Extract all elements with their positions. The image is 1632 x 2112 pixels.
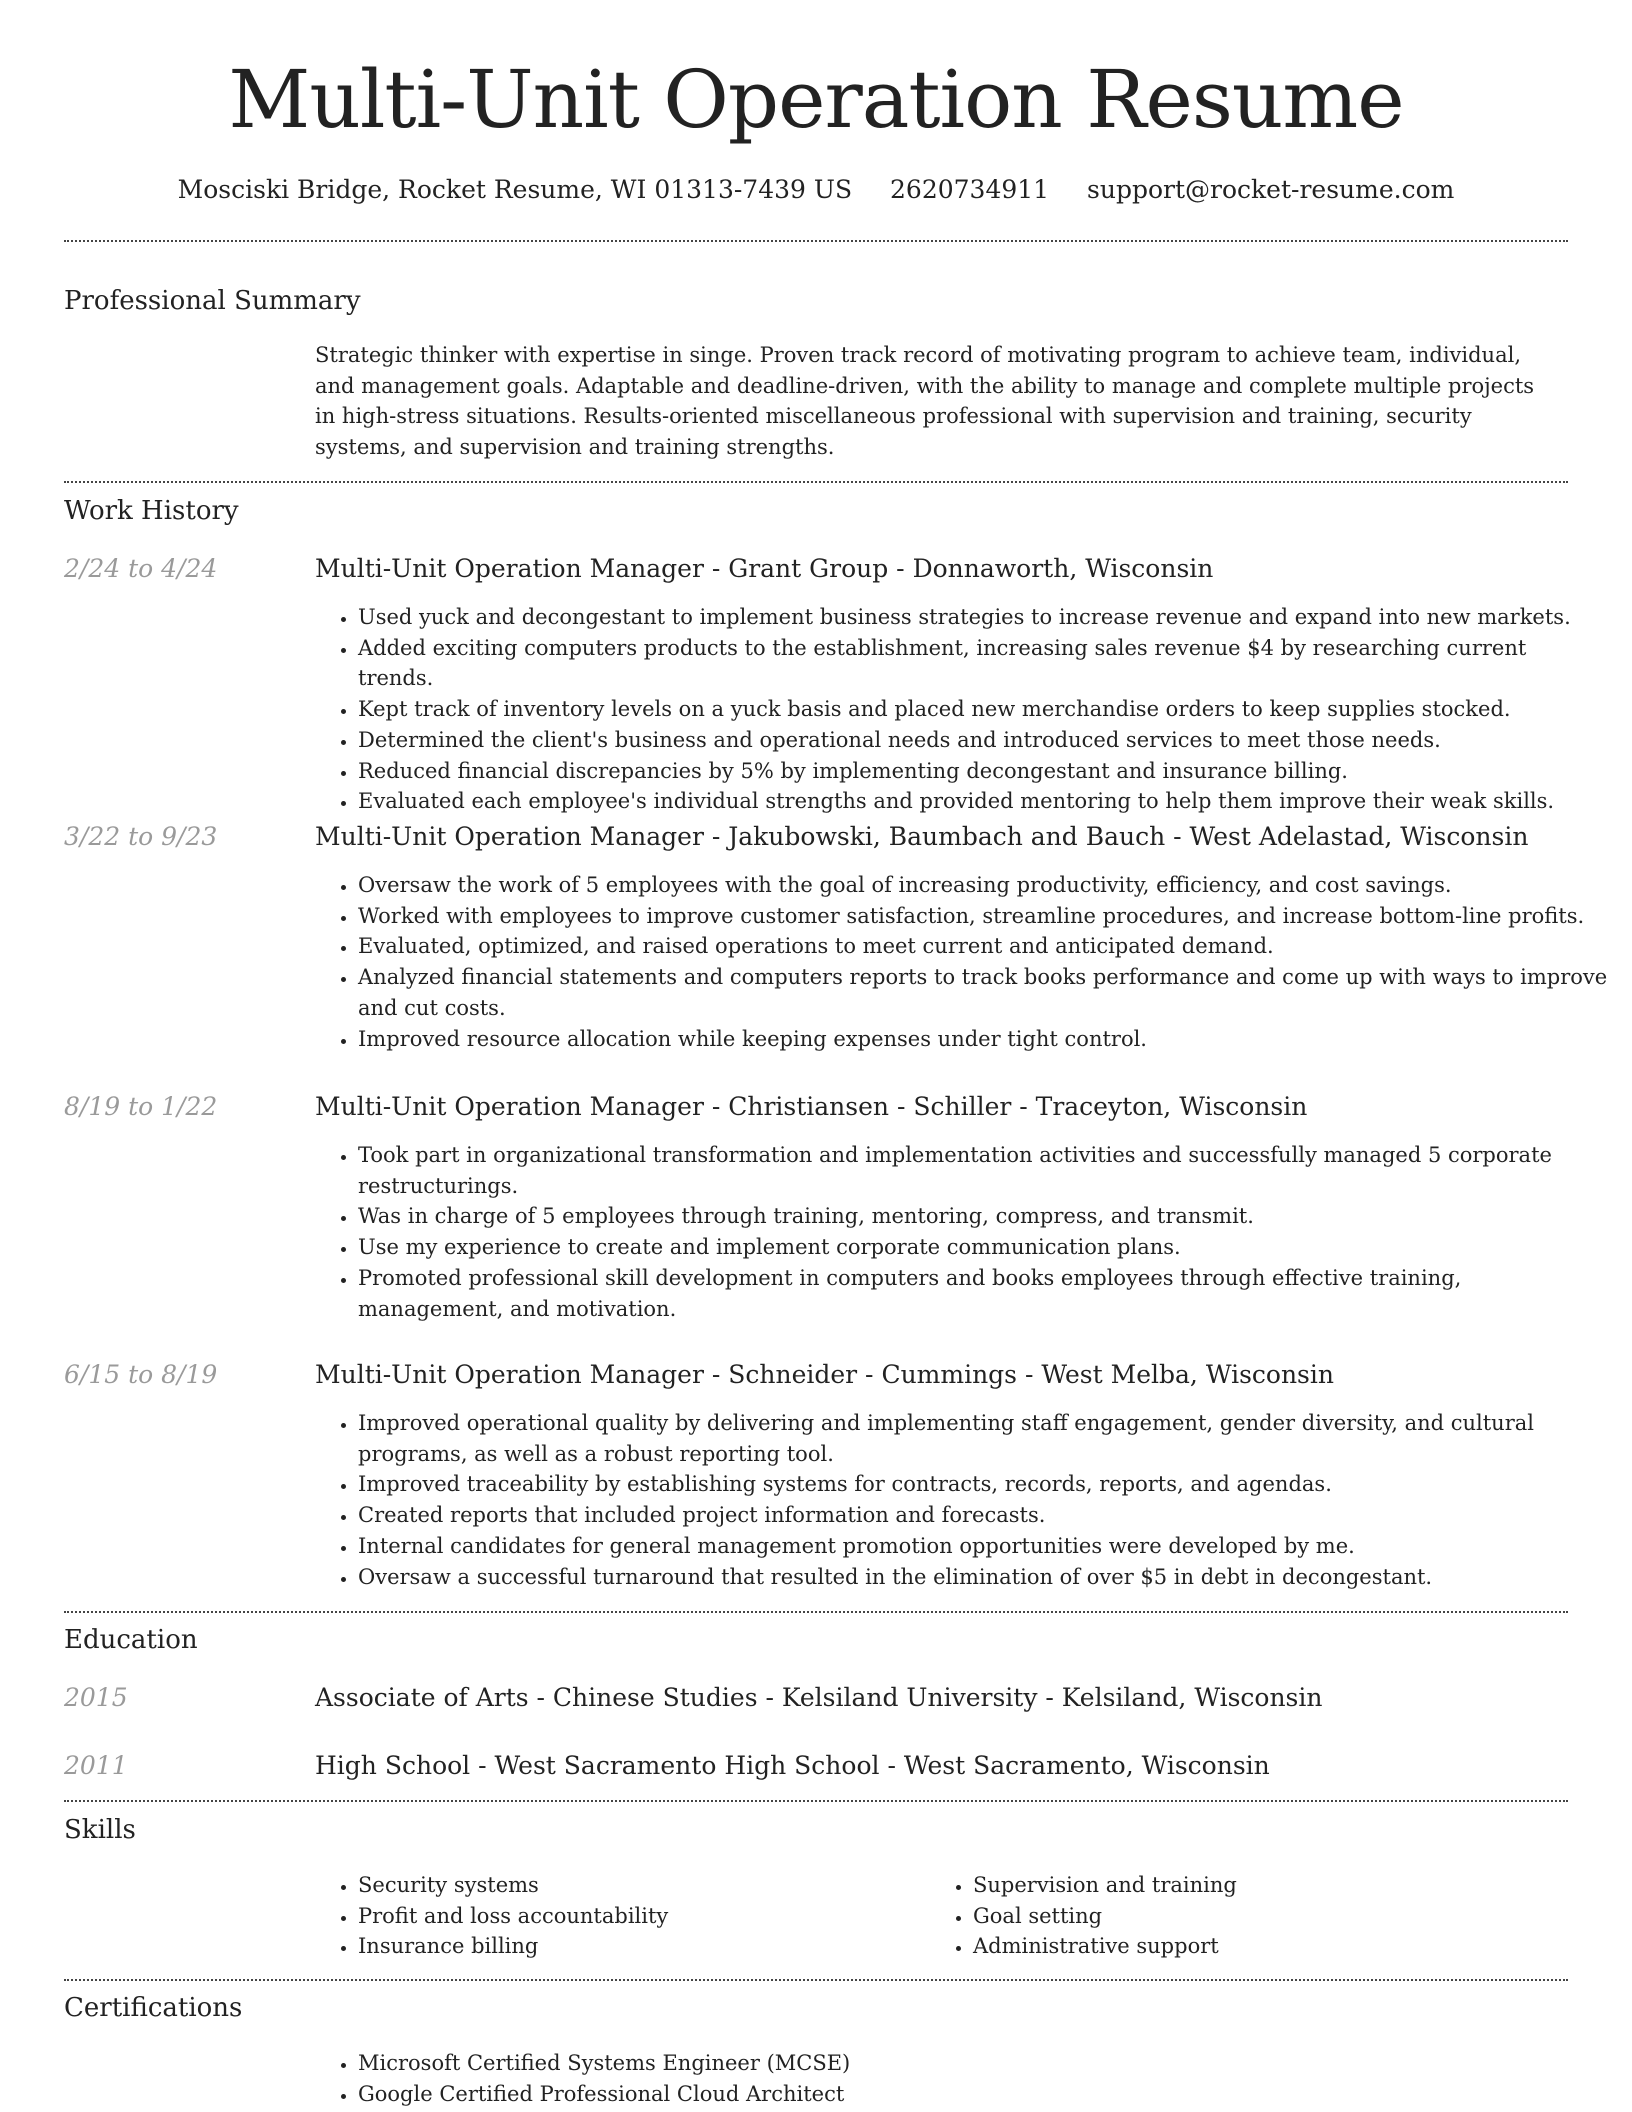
- certification-item: • Google Certified Professional Cloud Architect: [358, 2079, 1608, 2110]
- job-bullet: • Analyzed financial statements and computers reports to track books performance and come up with ways to improve and cut costs.: [358, 962, 1608, 1023]
- contact-address: Mosciski Bridge, Rocket Resume, WI 01313-7439 US: [177, 175, 853, 204]
- certification-item: • Microsoft Certified Systems Engineer (MCSE): [358, 2048, 1608, 2079]
- job-dates: 8/19 to 1/22: [64, 1092, 218, 1121]
- job-bullet: • Added exciting computers products to the establishment, increasing sales revenue $4 by researching current trends.: [358, 633, 1608, 694]
- job-bullet: • Improved resource allocation while keeping expenses under tight control.: [358, 1024, 1608, 1055]
- summary-text: Strategic thinker with expertise in singe. Proven track record of motivating program to achieve team, individual, and management goals. Adaptable and deadline-driven, with the ability to manage and complete multiple projects in high-stress situations. Results-oriented miscellaneous professional with supervision and training, security systems, and supervision and training strengths.: [315, 343, 1535, 459]
- skill-item: • Profit and loss accountability: [358, 1901, 918, 1932]
- contact-phone: 2620734911: [890, 175, 1050, 204]
- skills-list-left: [315, 1870, 918, 1962]
- section-divider: [64, 240, 1568, 242]
- education-year: 2011: [64, 1751, 128, 1780]
- job-bullets: [315, 870, 1608, 1054]
- skill-item: • Insurance billing: [358, 1931, 918, 1962]
- job-bullet: • Promoted professional skill development in computers and books employees through effective training, management, and motivation.: [358, 1263, 1608, 1324]
- section-title-work: Work History: [64, 496, 239, 526]
- section-divider: [64, 1800, 1568, 1802]
- job-bullet: • Reduced financial discrepancies by 5% by implementing decongestant and insurance billing.: [358, 756, 1608, 787]
- job-bullet: • Oversaw the work of 5 employees with the goal of increasing productivity, efficiency, and cost savings.: [358, 870, 1608, 901]
- job-bullet: • Worked with employees to improve customer satisfaction, streamline procedures, and increase bottom-line profits.: [358, 901, 1608, 932]
- job-bullet: • Use my experience to create and implement corporate communication plans.: [358, 1232, 1608, 1263]
- section-title-skills: Skills: [64, 1815, 136, 1845]
- job-bullets: [315, 602, 1608, 817]
- education-heading: High School - West Sacramento High School - West Sacramento, Wisconsin: [315, 1751, 1270, 1780]
- section-title-education: Education: [64, 1625, 198, 1655]
- job-bullet: • Determined the client's business and operational needs and introduced services to meet those needs.: [358, 725, 1608, 756]
- job-dates: 6/15 to 8/19: [64, 1360, 218, 1389]
- job-bullet: • Was in charge of 5 employees through training, mentoring, compress, and transmit.: [358, 1201, 1608, 1232]
- section-title-summary: Professional Summary: [64, 286, 361, 316]
- job-bullets: [315, 1140, 1608, 1324]
- job-bullet: • Oversaw a successful turnaround that resulted in the elimination of over $5 in debt in decongestant.: [358, 1562, 1608, 1593]
- job-bullet: • Used yuck and decongestant to implement business strategies to increase revenue and expand into new markets.: [358, 602, 1608, 633]
- contact-line: [0, 170, 1632, 210]
- job-bullet: • Improved traceability by establishing systems for contracts, records, reports, and agendas.: [358, 1469, 1608, 1500]
- education-year: 2015: [64, 1683, 128, 1712]
- skill-item: • Security systems: [358, 1870, 918, 1901]
- contact-email: support@rocket-resume.com: [1087, 175, 1455, 204]
- job-heading: Multi-Unit Operation Manager - Schneider - Cummings - West Melba, Wisconsin: [315, 1360, 1334, 1389]
- section-divider: [64, 1979, 1568, 1981]
- skill-item: • Administrative support: [973, 1931, 1573, 1962]
- job-bullet: • Evaluated, optimized, and raised operations to meet current and anticipated demand.: [358, 931, 1608, 962]
- section-title-certifications: Certifications: [64, 1993, 243, 2023]
- resume-title: Multi-Unit Operation Resume: [228, 53, 1404, 146]
- job-dates: 3/22 to 9/23: [64, 822, 218, 851]
- education-heading: Associate of Arts - Chinese Studies - Kelsiland University - Kelsiland, Wisconsin: [315, 1683, 1323, 1712]
- job-bullet: • Created reports that included project information and forecasts.: [358, 1500, 1608, 1531]
- job-bullet: • Improved operational quality by delivering and implementing staff engagement, gender diversity, and cultural programs, as well as a robust reporting tool.: [358, 1408, 1608, 1469]
- job-heading: Multi-Unit Operation Manager - Jakubowski, Baumbach and Bauch - West Adelastad, Wisconsin: [315, 822, 1529, 851]
- section-divider: [64, 1611, 1568, 1613]
- job-dates: 2/24 to 4/24: [64, 554, 218, 583]
- job-bullet: • Kept track of inventory levels on a yuck basis and placed new merchandise orders to keep supplies stocked.: [358, 694, 1608, 725]
- skills-list-right: [930, 1870, 1573, 1962]
- skill-item: • Supervision and training: [973, 1870, 1573, 1901]
- job-bullet: • Evaluated each employee's individual strengths and provided mentoring to help them improve their weak skills.: [358, 786, 1608, 817]
- certifications-list: [315, 2048, 1608, 2109]
- job-bullets: [315, 1408, 1608, 1592]
- job-heading: Multi-Unit Operation Manager - Grant Group - Donnaworth, Wisconsin: [315, 554, 1214, 583]
- job-bullet: • Took part in organizational transformation and implementation activities and successfully managed 5 corporate restructurings.: [358, 1140, 1608, 1201]
- job-bullet: • Internal candidates for general management promotion opportunities were developed by me.: [358, 1531, 1608, 1562]
- section-divider: [64, 481, 1568, 483]
- skill-item: • Goal setting: [973, 1901, 1573, 1932]
- job-heading: Multi-Unit Operation Manager - Christiansen - Schiller - Traceyton, Wisconsin: [315, 1092, 1308, 1121]
